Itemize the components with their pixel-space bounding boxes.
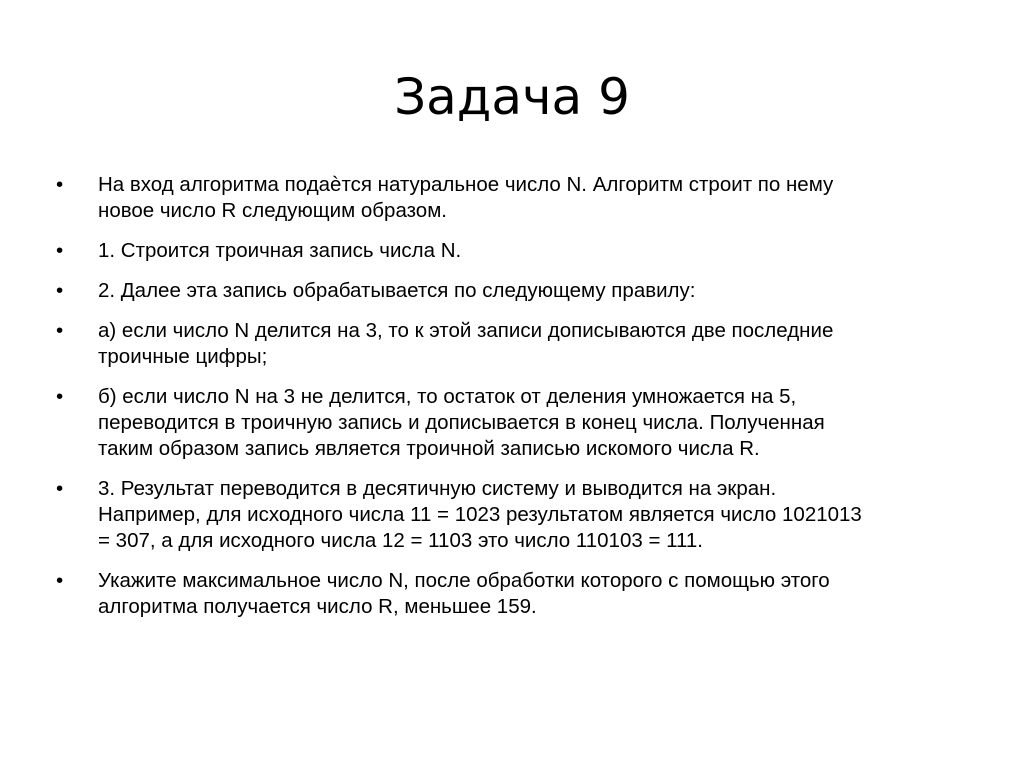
slide-title: Задача 9 xyxy=(394,68,630,126)
bullet-item xyxy=(56,568,976,620)
bullet-list xyxy=(56,172,976,634)
bullet-item xyxy=(56,238,976,264)
bullet-dot: • xyxy=(56,477,64,500)
bullet-text-line: а) если число N делится на 3, то к этой записи дописываются две последние xyxy=(98,319,834,342)
bullet-item xyxy=(56,384,976,462)
bullet-item xyxy=(56,172,976,224)
bullet-dot: • xyxy=(56,569,64,592)
bullet-text-line: Например, для исходного числа 11 = 1023 результатом является число 1021013 xyxy=(98,503,862,526)
bullet-text-line: переводится в троичную запись и дописывается в конец числа. Полученная xyxy=(98,411,825,434)
bullet-text-line: троичные цифры; xyxy=(98,345,268,368)
bullet-dot: • xyxy=(56,319,64,342)
bullet-item xyxy=(56,318,976,370)
bullet-text-line: таким образом запись является троичной записью искомого числа R. xyxy=(98,437,760,460)
bullet-dot: • xyxy=(56,239,64,262)
bullet-text-line: алгоритма получается число R, меньшее 159. xyxy=(98,595,537,618)
bullet-text-line: Укажите максимальное число N, после обработки которого с помощью этого xyxy=(98,569,830,592)
bullet-dot: • xyxy=(56,385,64,408)
bullet-text-line: 3. Результат переводится в десятичную систему и выводится на экран. xyxy=(98,477,777,500)
bullet-text-line: новое число R следующим образом. xyxy=(98,199,447,222)
bullet-dot: • xyxy=(56,279,64,302)
bullet-item xyxy=(56,278,976,304)
bullet-text-line: = 307, а для исходного числа 12 = 1103 это число 110103 = 111. xyxy=(98,529,703,552)
bullet-text-line: 1. Строится троичная запись числа N. xyxy=(98,239,462,262)
bullet-dot: • xyxy=(56,173,64,196)
bullet-text-line: б) если число N на 3 не делится, то остаток от деления умножается на 5, xyxy=(98,385,797,408)
bullet-item xyxy=(56,476,976,554)
bullet-text-line: На вход алгоритма подаѐтся натуральное число N. Алгоритм строит по нему xyxy=(98,173,834,196)
bullet-text-line: 2. Далее эта запись обрабатывается по следующему правилу: xyxy=(98,279,696,302)
